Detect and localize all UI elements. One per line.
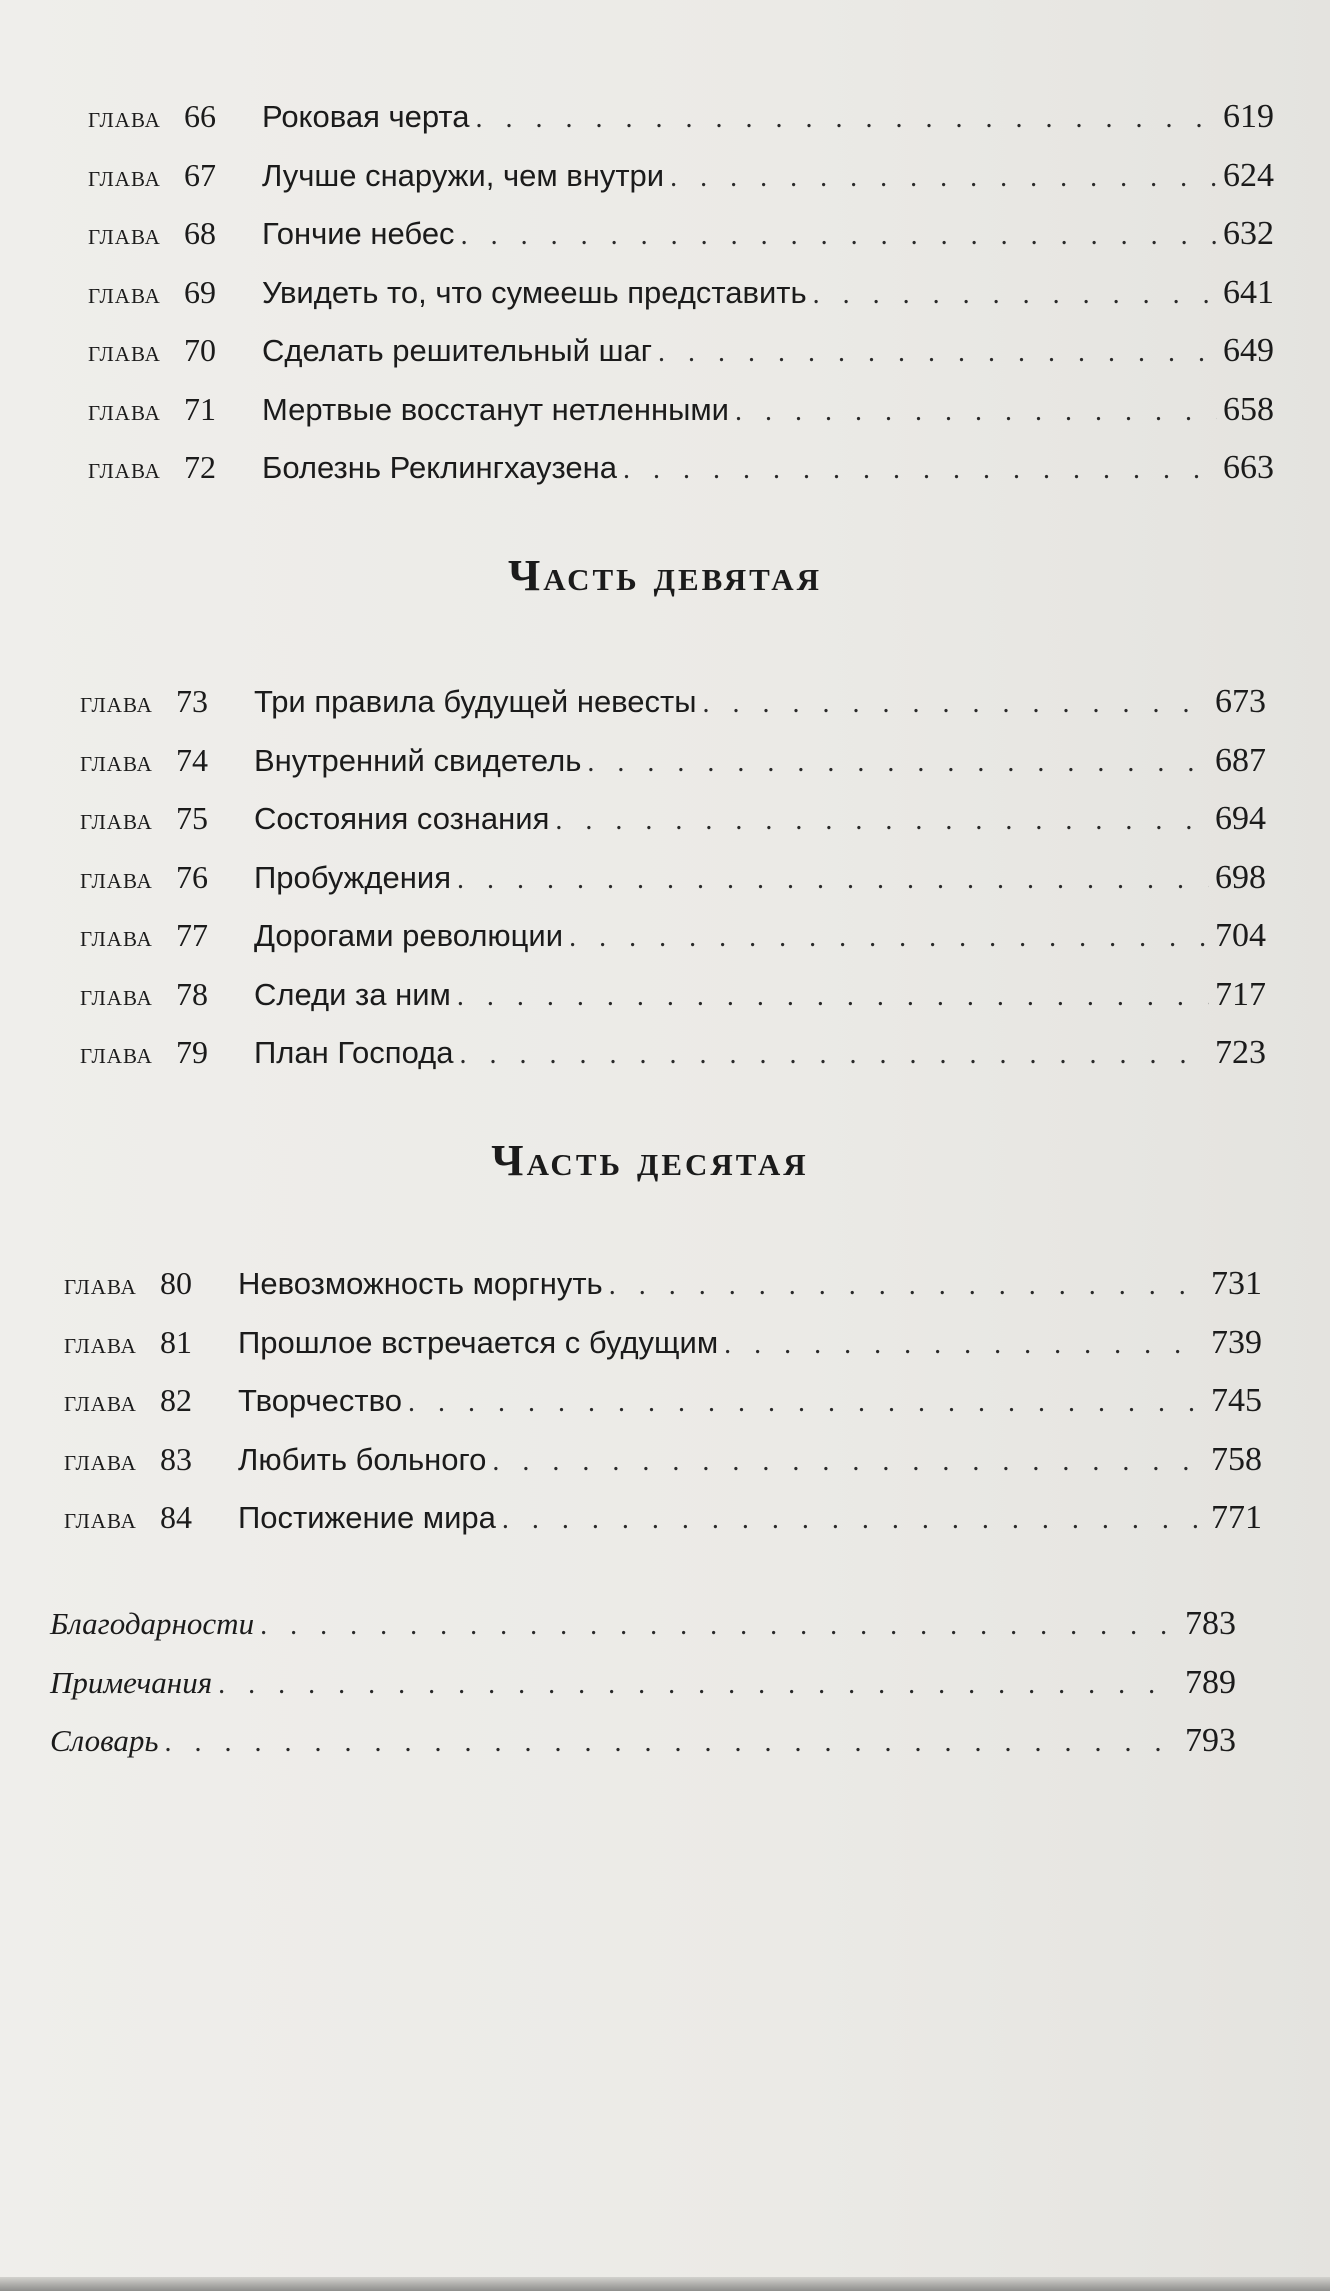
page-number: 704 xyxy=(1215,917,1266,954)
chapter-number: 80 xyxy=(160,1265,192,1301)
toc-row xyxy=(80,800,1266,859)
part-heading: Часть девятая xyxy=(507,551,823,600)
chapter-number: 74 xyxy=(176,741,208,778)
chapter-title: Три правила будущей невесты xyxy=(254,684,697,719)
leader-dots xyxy=(569,922,1209,954)
leader-dots xyxy=(703,688,1209,720)
part-heading: Часть десятая xyxy=(491,1136,809,1185)
page-number: 723 xyxy=(1215,1034,1266,1071)
page-number: 632 xyxy=(1223,215,1274,252)
chapter-number: 76 xyxy=(176,858,208,895)
toc-block-part-eight xyxy=(88,98,1274,508)
leader-dots xyxy=(658,337,1217,369)
page-number: 739 xyxy=(1211,1323,1262,1361)
chapter-number: 69 xyxy=(184,273,216,310)
chapter-title: Пробуждения xyxy=(254,859,451,895)
page-number: 649 xyxy=(1223,332,1274,369)
chapter-number: 67 xyxy=(184,156,216,193)
toc-row xyxy=(80,917,1266,976)
chapter-title: Следи за ним xyxy=(254,976,451,1012)
chapter-label: глава xyxy=(88,276,161,310)
leader-dots xyxy=(461,220,1217,252)
leader-dots xyxy=(260,1610,1179,1642)
page-number: 624 xyxy=(1223,156,1274,194)
page-bottom-edge xyxy=(0,2277,1330,2291)
page-number: 783 xyxy=(1185,1605,1236,1642)
page-number: 745 xyxy=(1211,1382,1262,1419)
toc-row xyxy=(80,859,1266,918)
leader-dots xyxy=(555,805,1209,837)
chapter-title: План Господа xyxy=(254,1035,454,1070)
chapter-label: глава xyxy=(80,920,153,953)
leader-dots xyxy=(609,1270,1205,1302)
chapter-label: глава xyxy=(80,686,153,719)
leader-dots xyxy=(492,1446,1205,1478)
page-number: 771 xyxy=(1211,1499,1262,1536)
chapter-label: глава xyxy=(64,1326,137,1360)
page-number: 641 xyxy=(1223,273,1274,311)
chapter-number: 84 xyxy=(160,1499,192,1535)
leader-dots xyxy=(164,1727,1179,1759)
chapter-title: Сделать решительный шаг xyxy=(262,333,653,368)
chapter-title: Дорогами революции xyxy=(254,918,564,953)
page-number: 731 xyxy=(1211,1265,1262,1302)
chapter-title: Любить больного xyxy=(238,1441,487,1477)
page-number: 619 xyxy=(1223,98,1274,135)
leader-dots xyxy=(218,1669,1179,1701)
toc-row xyxy=(88,391,1274,450)
chapter-title: Увидеть то, что сумеешь представить xyxy=(262,274,807,310)
toc-row xyxy=(64,1265,1262,1324)
toc-row xyxy=(50,1664,1236,1723)
chapter-label: глава xyxy=(64,1502,137,1535)
chapter-number: 83 xyxy=(160,1440,192,1477)
chapter-title: Внутренний свидетель xyxy=(254,742,582,778)
chapter-title: Болезнь Реклингхаузена xyxy=(262,450,617,485)
chapter-label: глава xyxy=(80,1037,153,1070)
toc-row xyxy=(64,1382,1262,1441)
chapter-title: Лучше снаружи, чем внутри xyxy=(262,157,665,193)
chapter-title: Состояния сознания xyxy=(254,801,550,836)
page-number: 673 xyxy=(1215,683,1266,720)
chapter-label: глава xyxy=(88,159,161,193)
toc-row xyxy=(88,215,1274,274)
back-matter-title: Словарь xyxy=(50,1723,159,1758)
leader-dots xyxy=(476,103,1217,135)
leader-dots xyxy=(502,1504,1205,1536)
page-number: 717 xyxy=(1215,975,1266,1013)
chapter-title: Постижение мира xyxy=(238,1500,496,1535)
leader-dots xyxy=(623,454,1217,486)
chapter-label: глава xyxy=(88,101,161,134)
page-number: 793 xyxy=(1185,1722,1236,1759)
leader-dots xyxy=(724,1329,1205,1361)
chapter-label: глава xyxy=(64,1268,137,1301)
leader-dots xyxy=(457,981,1209,1013)
toc-block-part-ten xyxy=(64,1265,1262,1558)
chapter-number: 68 xyxy=(184,215,216,251)
page-number: 698 xyxy=(1215,858,1266,896)
page-number: 663 xyxy=(1223,449,1274,486)
chapter-number: 71 xyxy=(184,390,216,427)
leader-dots xyxy=(408,1387,1205,1419)
toc-row xyxy=(50,1722,1236,1781)
chapter-number: 78 xyxy=(176,975,208,1012)
chapter-label: глава xyxy=(80,978,153,1012)
leader-dots xyxy=(457,864,1209,896)
chapter-number: 82 xyxy=(160,1382,192,1418)
page-number: 658 xyxy=(1223,390,1274,428)
chapter-title: Творчество xyxy=(238,1383,402,1418)
toc-row xyxy=(64,1441,1262,1500)
toc-row xyxy=(64,1324,1262,1383)
chapter-label: глава xyxy=(88,218,161,251)
chapter-number: 72 xyxy=(184,449,216,485)
toc-row xyxy=(80,683,1266,742)
toc-row xyxy=(64,1499,1262,1558)
page-number: 687 xyxy=(1215,741,1266,779)
toc-row xyxy=(88,98,1274,157)
chapter-label: глава xyxy=(64,1443,137,1477)
chapter-title: Невозможность моргнуть xyxy=(238,1266,603,1301)
chapter-title: Мертвые восстанут нетленными xyxy=(262,391,729,427)
chapter-label: глава xyxy=(80,861,153,895)
toc-row xyxy=(80,742,1266,801)
toc-row xyxy=(88,157,1274,216)
chapter-number: 73 xyxy=(176,683,208,719)
chapter-label: глава xyxy=(88,335,161,368)
chapter-label: глава xyxy=(88,452,161,485)
toc-row xyxy=(50,1605,1236,1664)
page-number: 789 xyxy=(1185,1663,1236,1701)
back-matter-title: Примечания xyxy=(50,1664,213,1700)
chapter-number: 75 xyxy=(176,800,208,836)
page-number: 694 xyxy=(1215,800,1266,837)
chapter-title: Гончие небес xyxy=(262,216,455,251)
toc-row xyxy=(80,1034,1266,1093)
back-matter-title: Благодарности xyxy=(50,1606,255,1641)
leader-dots xyxy=(587,747,1209,779)
chapter-number: 81 xyxy=(160,1323,192,1360)
chapter-label: глава xyxy=(80,803,153,836)
toc-back-matter xyxy=(50,1605,1236,1781)
chapter-label: глава xyxy=(88,393,161,427)
toc-row xyxy=(88,449,1274,508)
leader-dots xyxy=(459,1039,1209,1071)
chapter-title: Роковая черта xyxy=(262,99,470,134)
toc-row xyxy=(80,976,1266,1035)
toc-row xyxy=(88,274,1274,333)
leader-dots xyxy=(735,396,1217,428)
chapter-number: 79 xyxy=(176,1034,208,1070)
leader-dots xyxy=(813,279,1217,311)
page-number: 758 xyxy=(1211,1440,1262,1478)
chapter-title: Прошлое встречается с будущим xyxy=(238,1324,719,1360)
chapter-label: глава xyxy=(64,1385,137,1418)
toc-row xyxy=(88,332,1274,391)
chapter-number: 77 xyxy=(176,917,208,953)
chapter-number: 66 xyxy=(184,98,216,134)
chapter-number: 70 xyxy=(184,332,216,368)
leader-dots xyxy=(670,162,1217,194)
chapter-label: глава xyxy=(80,744,153,778)
toc-block-part-nine xyxy=(80,683,1266,1093)
